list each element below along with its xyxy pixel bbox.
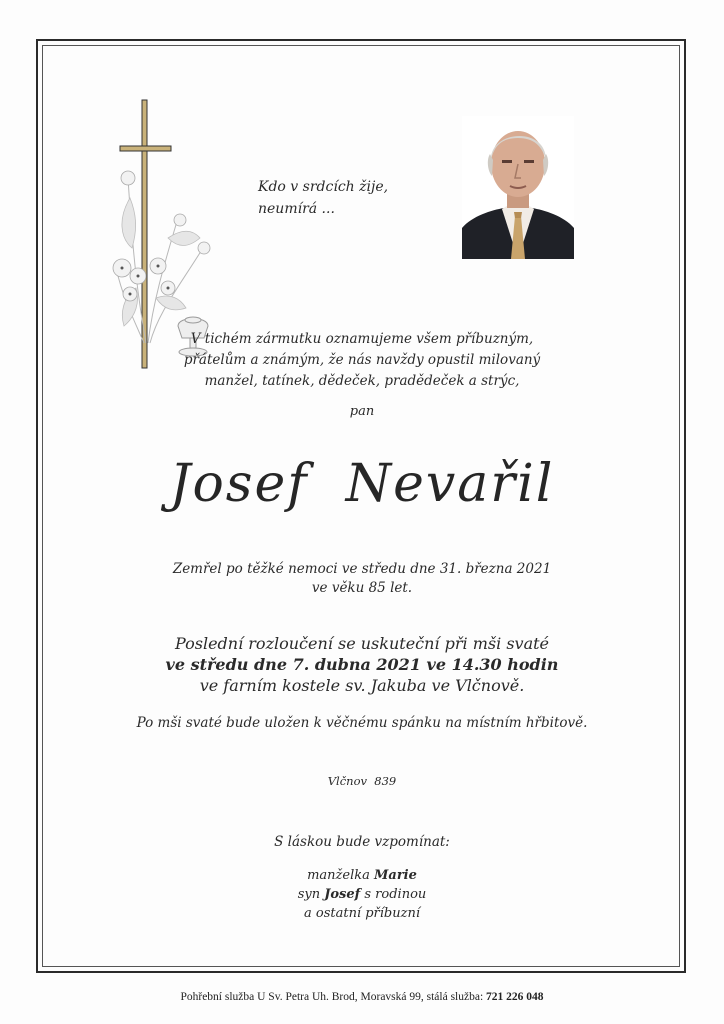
farewell-line-2 (60, 654, 664, 675)
family-son-suffix: s rodinou (360, 887, 427, 902)
family-wife-prefix: manželka (307, 868, 375, 883)
motto-line-2: neumírá ... (258, 201, 335, 217)
death-notice-line-2: ve věku 85 let. (311, 580, 413, 596)
announcement-text (60, 329, 664, 392)
family-son-prefix: syn (297, 887, 325, 902)
family-wife (60, 866, 664, 885)
motto-line-1: Kdo v srdcích žije, (258, 179, 389, 195)
death-notice-line-1: Zemřel po těžké nemoci ve středu dne 31. března 2021 (172, 561, 552, 577)
announcement-line-3: manžel, tatínek, dědeček, pradědeček a strýc, (204, 373, 520, 389)
funeral-service-footer (0, 991, 724, 1003)
farewell-date-time: ve středu dne 7. dubna 2021 ve 14.30 hodin (165, 655, 559, 674)
family-others: a ostatní příbuzní (303, 906, 420, 921)
family-wife-name: Marie (374, 868, 417, 883)
farewell-info (60, 633, 664, 696)
family-address: Vlčnov 839 (327, 774, 397, 788)
family-list (60, 866, 664, 923)
death-notice (60, 560, 664, 598)
farewell-line-1: Poslední rozloučení se uskuteční při mši svaté (174, 634, 549, 653)
footer-text: Pohřební služba U Sv. Petra Uh. Brod, Moravská 99, stálá služba: (180, 991, 487, 1003)
announcement-line-2: přátelům a známým, že nás navždy opustil milovaný (183, 352, 541, 368)
farewell-line-3: ve farním kostele sv. Jakuba ve Vlčnově. (199, 676, 525, 695)
burial-note: Po mši svaté bude uložen k věčnému spánku na místním hřbitově. (136, 715, 588, 731)
announcement-line-1: V tichém zármutku oznamujeme všem příbuzným, (190, 331, 534, 347)
family-son-name: Josef (324, 887, 361, 902)
portrait-photo (462, 116, 574, 259)
remember-heading: S láskou bude vzpomínat: (274, 834, 450, 850)
deceased-name: Josef Nevařil (169, 454, 555, 514)
family-son (60, 885, 664, 904)
honorific: pan (349, 404, 375, 419)
footer-phone: 721 226 048 (486, 991, 544, 1003)
motto (258, 176, 438, 220)
